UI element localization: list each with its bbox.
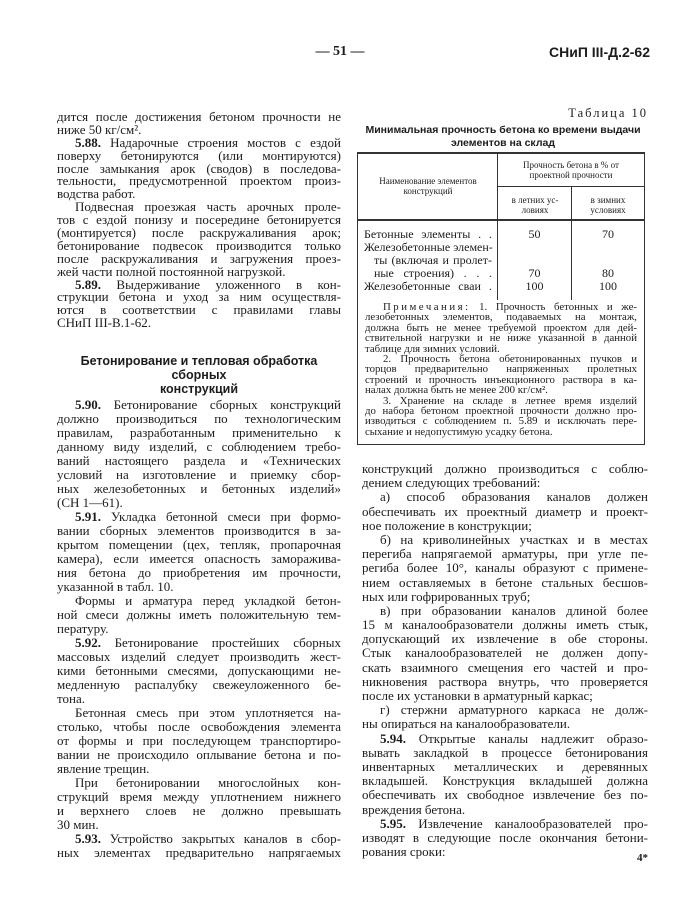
- text-line: должно производиться по технологическим: [57, 411, 341, 426]
- row-summer-value: 70: [528, 266, 541, 280]
- row-summer-value: 50: [528, 227, 541, 241]
- page-number: — 51 —: [315, 44, 365, 59]
- paragraph: [362, 703, 648, 731]
- row-winter-value: 80: [602, 266, 614, 280]
- note-line: ствительной нагрузки и не ниже указанной в данной: [365, 332, 637, 345]
- header-element-name: Наименование элементов конструкций: [379, 176, 477, 196]
- text-line: 5.95. Извлечение каналообразователей про-: [380, 815, 648, 831]
- text-line: б) на криволинейных участках и в местах: [380, 531, 648, 547]
- text-line: обеспечивать их проектный диаметр и проект-: [362, 503, 648, 519]
- clause-number: 5.93.: [75, 831, 101, 846]
- section-heading: [57, 354, 341, 396]
- row-element-name: ты (включая и пролет-: [374, 253, 492, 267]
- text-line: нием оставляемых в бетоне стальных бесшов-: [362, 574, 648, 590]
- text-line: Подвесная проезжая часть арочных проле-: [75, 199, 341, 215]
- section-heading-line: конструкций: [159, 382, 239, 396]
- text-line: Бетонная смесь при этом уплотняется на-: [75, 705, 341, 720]
- paragraph: [362, 490, 648, 533]
- text-line: ются в соответствии с правилами главы: [57, 302, 341, 318]
- text-line: вании сборных элементов производится в за-: [57, 523, 341, 538]
- text-line: ное положение в конструкции;: [362, 517, 532, 533]
- row-element-name: ные строения) . . .: [374, 266, 492, 280]
- clause-number: 5.92.: [75, 635, 101, 650]
- text-line: При бетонировании многослойных кон-: [75, 775, 341, 790]
- row-element-name: Железобетонные элемен-: [364, 240, 493, 254]
- paragraph: [57, 706, 341, 776]
- text-line: в) при образовании каналов длиной более: [380, 602, 648, 618]
- clause-number: 5.90.: [75, 397, 101, 412]
- text-line: скать взаимного смещения его частей и про-: [362, 659, 648, 675]
- text-line: после замыкания арок (сводов) в последова-: [57, 160, 341, 176]
- text-line: никновения раствора внутрь, что проверяется: [362, 673, 648, 689]
- text-line: г) стержни арматурного каркаса не долж-: [380, 702, 648, 718]
- text-line: а) способ образования каналов должен: [380, 489, 648, 505]
- paragraph: [57, 594, 341, 636]
- note-line: сыхание и недопустимую усадку бетона.: [365, 425, 553, 438]
- text-line: 15 м каналообразователи должны иметь стык,: [362, 617, 648, 633]
- text-line: региба более 10°, каналы образуют с примене-: [362, 560, 648, 576]
- paragraph: [362, 533, 648, 604]
- text-line: пературу.: [57, 621, 109, 636]
- note-line: 3. Хранение на складе в летнее время изделий: [383, 394, 637, 407]
- row-element-name: Железобетонные сваи .: [364, 279, 492, 293]
- text-line: камера), если имеется опасность заморажива-: [57, 551, 341, 566]
- text-line: кими бетонными смесями, допускающими не-: [57, 663, 341, 678]
- note-line: изводиться с соблюдением п. 5.89 и исключать пере-: [365, 415, 637, 428]
- text-line: СНиП III-В.1-62.: [57, 315, 151, 331]
- paragraph: [57, 276, 341, 331]
- notes-label: Примечания:: [383, 301, 471, 313]
- text-line: явление трещин.: [57, 761, 150, 776]
- text-line: 5.91. Укладка бетонной смеси при формо-: [75, 509, 341, 524]
- paragraph: [362, 462, 648, 490]
- paragraph: [362, 732, 648, 817]
- text-line: ниже 50 кг/см².: [57, 121, 142, 137]
- text-line: рования сроки:: [362, 844, 446, 860]
- text-line: от формы и при последующем транспортиро-: [57, 733, 341, 748]
- document-code: СНиП III-Д.2-62: [549, 44, 650, 60]
- text-line: конструкций должно производиться с соблю-: [362, 461, 648, 476]
- text-line: тов с ездой понизу и посередине бетонируется: [57, 212, 341, 228]
- text-line: дением следующих требований:: [362, 475, 541, 491]
- row-summer-value: 100: [525, 279, 544, 293]
- text-line: дится после достижения бетоном прочности не: [57, 109, 341, 124]
- note-line: Примечания: 1. Прочность бетонных и же-: [383, 301, 637, 313]
- note-line: налах должна быть не менее 200 кг/см².: [365, 384, 548, 397]
- text-line: 5.92. Бетонирование простейших сборных: [75, 635, 341, 650]
- text-line: 30 мин.: [57, 817, 99, 832]
- clause-number: 5.89.: [75, 276, 101, 292]
- text-line: после раскружаливания и загружения проез-: [57, 250, 341, 266]
- header-summer: в летних ус-ловиях: [511, 195, 559, 215]
- text-line: поверху бетонируются (или монтируются): [57, 147, 341, 163]
- paragraph: [57, 636, 341, 706]
- text-line: инвентарных металлических и деревянных: [362, 758, 648, 774]
- text-line: вкладышей. Конструкция вкладышей должна: [362, 773, 648, 789]
- note-line: должна быть не менее требуемой проектом для дей-: [365, 321, 637, 334]
- clause-number: 5.91.: [75, 509, 101, 524]
- text-line: тона.: [57, 691, 85, 706]
- text-line: 5.88. Надарочные строения мостов с ездой: [75, 134, 341, 150]
- text-line: 5.90. Бетонирование сборных конструкций: [75, 397, 341, 412]
- table-title: [358, 124, 648, 150]
- signature-mark: 4*: [637, 852, 648, 864]
- clause-number: 5.88.: [75, 134, 101, 150]
- text-line: струкции бетона и уход за ним осуществля-: [57, 289, 341, 305]
- text-line: ваний настоящего раздела и «Технических: [57, 453, 341, 468]
- text-line: указанной в табл. 10.: [57, 579, 174, 594]
- text-line: (монтируется) после раскружаливания арок;: [57, 225, 341, 241]
- text-line: допускающий их извлечение в обе стороны.: [362, 631, 648, 647]
- text-line: ны опираться на каналообразователи.: [362, 716, 571, 732]
- note-line: до набора бетоном проектной прочности должно про-: [365, 404, 637, 417]
- text-line: Стык каналообразователей не должен допу-: [362, 645, 648, 661]
- header-winter: в зимних условиях: [590, 195, 626, 215]
- table-label: Таблица 10: [568, 106, 648, 120]
- text-line: и верхнего слоев не должно превышать: [57, 803, 341, 818]
- note-line: таблице для зимних условий.: [365, 342, 500, 355]
- text-line: вании не происходило оплывание бетона и по-: [57, 747, 341, 762]
- paragraph: [362, 604, 648, 703]
- text-line: данному виду изделий, с соблюдением требо-: [57, 439, 341, 454]
- paragraph: [57, 398, 341, 510]
- text-line: бетонирование подвесок производится только: [57, 237, 341, 253]
- text-line: перегиба напрягаемой арматуры, при угле пе-: [362, 546, 648, 562]
- note-line: 2. Прочность бетона обетонированных пучков и: [383, 352, 637, 365]
- note-line: лезобетонных элементов, подаваемых на монтаж,: [365, 311, 637, 324]
- text-line: ной смеси должны иметь положительную тем-: [57, 607, 341, 622]
- left-column-main: [57, 398, 341, 860]
- text-line: правилам, разработанным применительно к: [57, 425, 341, 440]
- table-title-line: элементов на склад: [450, 137, 555, 149]
- left-column-top: [57, 111, 341, 330]
- text-line: (СН 1—61).: [57, 495, 123, 510]
- right-column-main: [362, 462, 648, 859]
- text-line: обеспечивать их свободное извлечение без по-: [362, 787, 648, 803]
- text-line: 5.94. Открытые каналы надлежит образо-: [380, 730, 648, 746]
- text-line: жей части полной постоянной нагрузкой.: [57, 263, 286, 279]
- text-line: массовых изделий следует производить жест-: [57, 649, 341, 664]
- paragraph: [362, 817, 648, 860]
- text-line: струкций время между уплотнением нижнего: [57, 789, 341, 804]
- row-winter-value: 100: [599, 279, 617, 293]
- text-line: ных железобетонных и бетонных изделий»: [57, 481, 341, 496]
- paragraph: [57, 510, 341, 594]
- text-line: ных элементах предварительно напрягаемых: [57, 845, 341, 860]
- text-line: водства работ.: [57, 186, 136, 202]
- table-notes: [365, 302, 637, 437]
- note-line: строений и прочность инъекционного раствора в ка-: [365, 373, 637, 386]
- table-divider: [358, 219, 644, 221]
- section-heading-line: Бетонирование и тепловая обработка сборных: [80, 354, 318, 382]
- text-line: ных или гофрированных труб;: [362, 588, 531, 604]
- text-line: ния бетона до приобретения им прочности,: [57, 565, 341, 580]
- text-line: после их установки в арматурный каркас;: [362, 688, 593, 703]
- paragraph: [57, 111, 341, 137]
- header-strength: Прочность бетона в % от проектной прочности: [522, 160, 619, 180]
- text-line: условий на изготовление и приемку сбор-: [57, 467, 341, 482]
- text-line: столько, чтобы после освобождения элемента: [57, 719, 341, 734]
- text-line: 5.93. Устройство закрытых каналов в сбор-: [75, 831, 341, 846]
- clause-number: 5.95.: [380, 815, 406, 831]
- text-line: изводят в следующие после окончания бетони-: [362, 829, 648, 845]
- paragraph: [57, 134, 341, 202]
- text-line: крытом помещении (цех, тепляк, пропарочная: [57, 537, 341, 552]
- text-line: вывать закладкой в процессе бетонирования: [362, 744, 648, 760]
- clause-number: 5.94.: [380, 730, 406, 746]
- paragraph: [57, 832, 341, 860]
- paragraph: [57, 776, 341, 832]
- table-title-line: Минимальная прочность бетона ко времени выдачи: [365, 124, 641, 136]
- text-line: Формы и арматура перед укладкой бетон-: [75, 593, 341, 608]
- row-element-name: Бетонные элементы . .: [364, 227, 492, 241]
- text-line: вреждения бетона.: [362, 801, 466, 817]
- text-line: медленную распалубку свежеуложенного бе-: [57, 677, 341, 692]
- text-line: 5.89. Выдерживание уложенного в кон-: [75, 276, 341, 292]
- paragraph: [57, 201, 341, 278]
- text-line: тельности, предусмотренной проектом произ-: [57, 173, 341, 189]
- note-line: торцов предварительно напряженных пролетных: [365, 363, 637, 376]
- row-winter-value: 70: [602, 227, 614, 241]
